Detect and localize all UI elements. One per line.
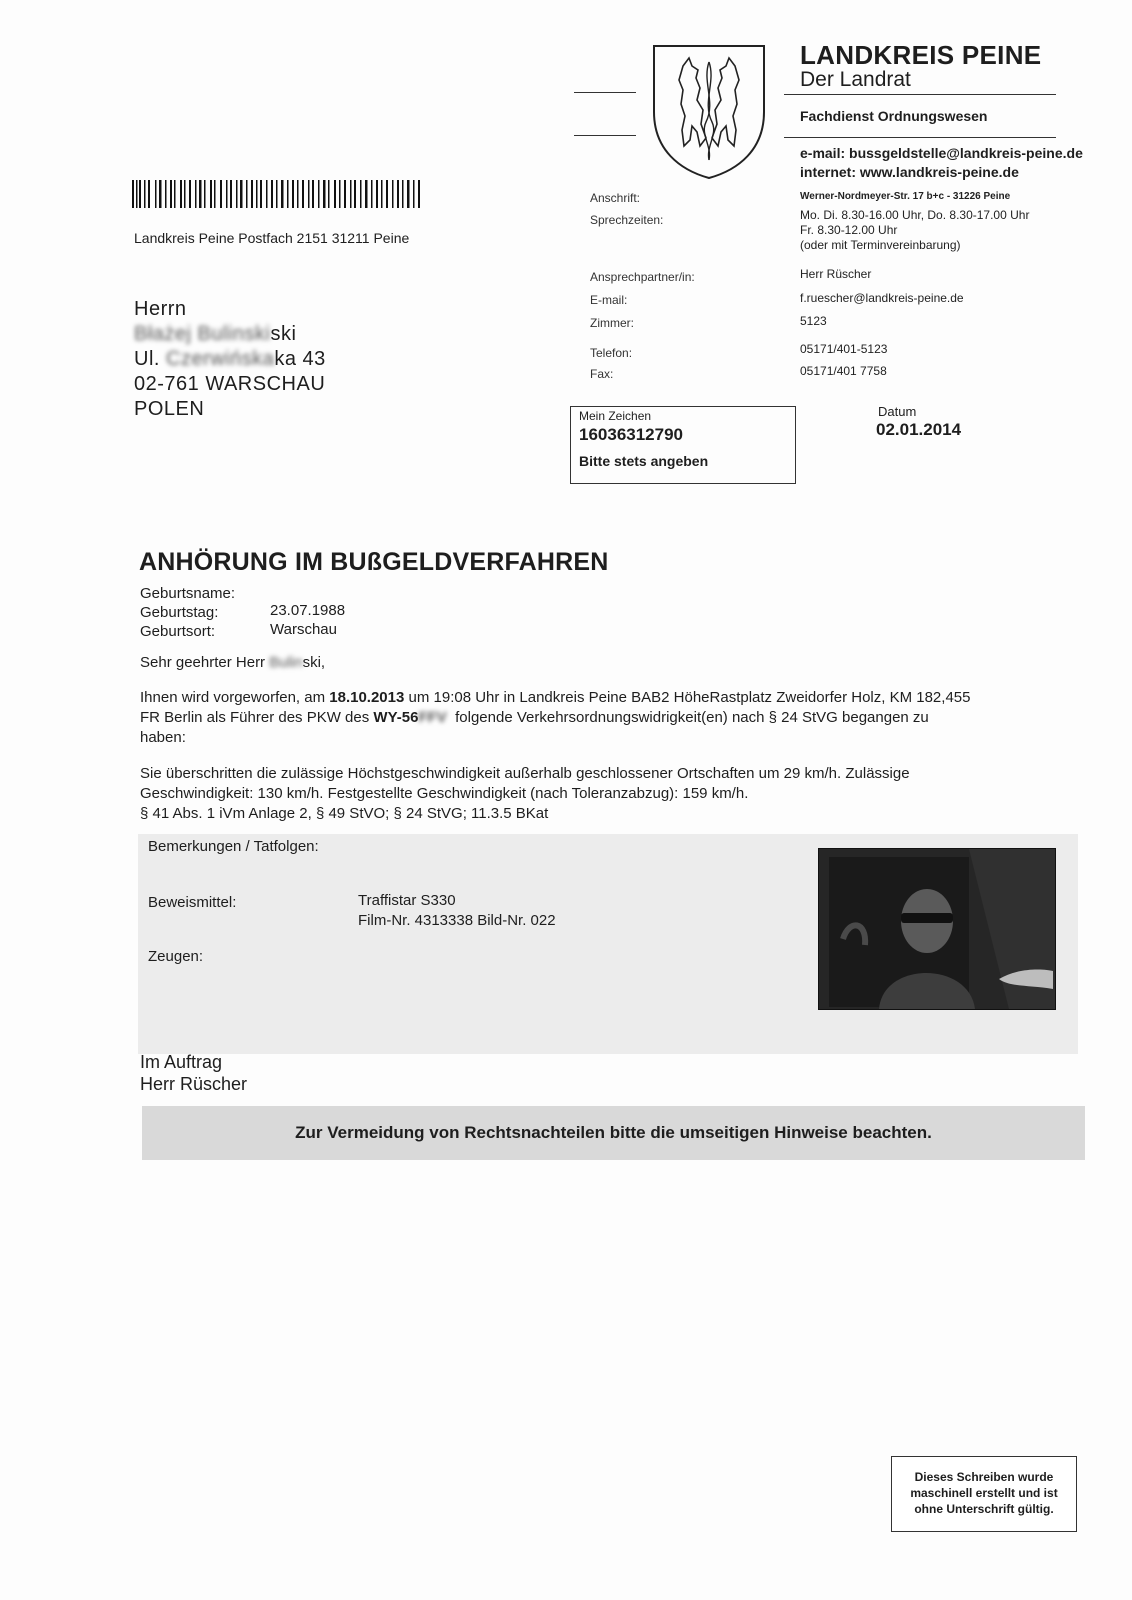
birthday-label: Geburtstag: (140, 604, 219, 621)
birthday-value: 23.07.1988 (270, 602, 346, 619)
redacted-street: Czerwińska (166, 348, 275, 370)
closing-line-1: Im Auftrag (140, 1052, 223, 1072)
notice-text: Zur Vermeidung von Rechtsnachteilen bitte die umseitigen Hinweise beachten. (295, 1123, 932, 1142)
office-address: Werner-Nordmeyer-Str. 17 b+c - 31226 Peine (800, 191, 1011, 202)
recipient-name: Błażej Bulinskiski (134, 323, 297, 345)
redacted-plate: FFV (418, 709, 447, 726)
birthplace-label: Geburtsort: (140, 623, 216, 640)
room-label: Zimmer: (590, 316, 634, 330)
letter-date: 02.01.2014 (876, 420, 962, 439)
witnesses-label: Zeugen: (148, 948, 204, 965)
barcode (132, 180, 422, 208)
reference-note: Bitte stets angeben (579, 453, 709, 469)
contact-person: Herr Rüscher (800, 267, 872, 281)
office-hours-line-2: Fr. 8.30-12.00 Uhr (800, 223, 898, 237)
office-hours-line-1: Mo. Di. 8.30-16.00 Uhr, Do. 8.30-17.00 Uhr (800, 208, 1030, 222)
reference-box (570, 406, 796, 484)
greeting: Sehr geehrter Herr Bulinski, (140, 654, 326, 671)
recipient-salutation: Herrn (134, 298, 187, 320)
phone-number: 05171/401-5123 (800, 342, 888, 356)
evidence-label: Beweismittel: (148, 894, 237, 911)
redacted-greeting-name: Bulin (269, 654, 303, 671)
date-label: Datum (878, 404, 917, 419)
license-plate: WY-56 (373, 709, 419, 726)
offense-line-1: Sie überschritten die zulässige Höchstgeschwindigkeit außerhalb geschlossener Ortschaften um 29 km/h. Zulässige (140, 765, 910, 782)
offense-line-3: § 41 Abs. 1 iVm Anlage 2, § 49 StVO; § 24 StVG; 11.3.5 BKat (140, 805, 549, 822)
remarks-label: Bemerkungen / Tatfolgen: (148, 838, 319, 855)
recipient-street: Ul. Czerwińskaka 43 (134, 348, 326, 370)
recipient-city: 02-761 WARSCHAU (134, 373, 326, 395)
fax-label: Fax: (590, 367, 614, 381)
reference-label: Mein Zeichen (579, 409, 652, 423)
coat-of-arms-icon (648, 42, 770, 180)
reference-number: 16036312790 (579, 425, 684, 444)
phone-label: Telefon: (590, 346, 633, 360)
offense-date: 18.10.2013 (329, 689, 405, 706)
recipient-country: POLEN (134, 398, 205, 420)
email-label: E-mail: (590, 293, 628, 307)
department-name: Fachdienst Ordnungswesen (800, 108, 988, 124)
birthplace-value: Warschau (270, 621, 337, 638)
document-title: ANHÖRUNG IM BUßGELDVERFAHREN (139, 548, 609, 576)
evidence-film-number: Film-Nr. 4313338 Bild-Nr. 022 (358, 912, 556, 929)
birth-name-label: Geburtsname: (140, 585, 236, 602)
authority-subtitle: Der Landrat (800, 68, 911, 91)
machine-generated-notice: Dieses Schreiben wurde maschinell erstellt und ist ohne Unterschrift gültig. (891, 1456, 1077, 1532)
address-label: Anschrift: (590, 191, 641, 205)
allegation-line-1: Ihnen wird vorgeworfen, am 18.10.2013 um 19:08 Uhr in Landkreis Peine BAB2 HöheRastplatz Zweidorfer Holz, KM 182,455 (140, 689, 971, 706)
notice-bar (142, 1106, 1085, 1160)
contact-email: f.ruescher@landkreis-peine.de (800, 291, 964, 305)
speed-camera-photo (818, 848, 1056, 1010)
sender-return-address: Landkreis Peine Postfach 2151 31211 Peine (134, 230, 410, 246)
office-email-line: e-mail: bussgeldstelle@landkreis-peine.de (800, 145, 1083, 161)
office-hours-line-3: (oder mit Terminvereinbarung) (800, 238, 961, 252)
office-hours-label: Sprechzeiten: (590, 213, 664, 227)
allegation-line-2: FR Berlin als Führer des PKW des WY-56FFV folgende Verkehrsordnungswidrigkeit(en) nach § 24 StVG begangen zu (140, 709, 929, 726)
fax-number: 05171/401 7758 (800, 364, 887, 378)
authority-name: LANDKREIS PEINE (800, 40, 1042, 70)
allegation-line-3: haben: (140, 729, 186, 746)
closing-signatory: Herr Rüscher (140, 1074, 248, 1094)
redacted-name: Błażej Bulinski (134, 323, 271, 345)
offense-line-2: Geschwindigkeit: 130 km/h. Festgestellte Geschwindigkeit (nach Toleranzabzug): 159 km/h. (140, 785, 749, 802)
office-website-line: internet: www.landkreis-peine.de (800, 164, 1019, 180)
evidence-device: Traffistar S330 (358, 892, 456, 909)
details-box (138, 834, 1078, 1054)
contact-person-label: Ansprechpartner/in: (590, 270, 695, 284)
room-number: 5123 (800, 314, 827, 328)
